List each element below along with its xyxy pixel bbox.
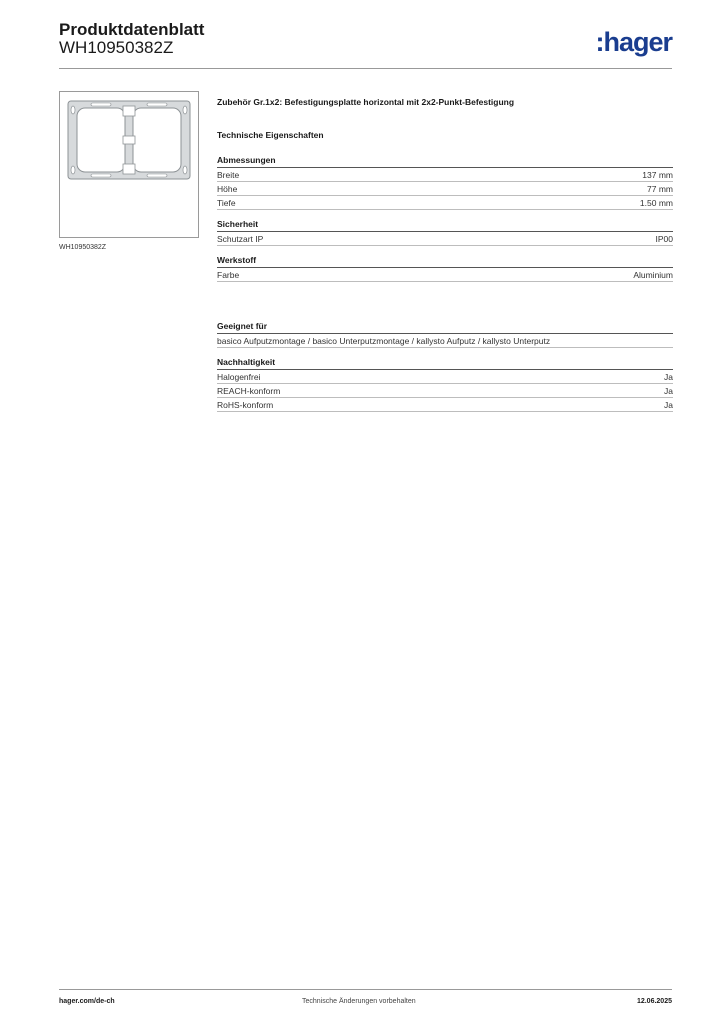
footer-divider	[59, 989, 672, 990]
mounting-plate-image	[65, 98, 193, 182]
section-title: Werkstoff	[217, 255, 673, 268]
section-werkstoff	[217, 255, 673, 282]
footer-website[interactable]: hager.com/de-ch	[59, 998, 115, 1005]
hager-logo	[595, 27, 672, 58]
header-divider	[59, 68, 672, 69]
table-row	[217, 370, 673, 384]
section-geeignet	[217, 321, 673, 348]
footer-notice: Technische Änderungen vorbehalten	[302, 998, 416, 1005]
row-label: RoHS-konform	[217, 400, 274, 410]
row-value: Ja	[664, 386, 673, 396]
row-value: 137 mm	[642, 170, 673, 180]
section-spacer	[217, 291, 673, 321]
table-row	[217, 196, 673, 210]
row-label: Höhe	[217, 184, 238, 194]
row-label: Schutzart IP	[217, 234, 264, 244]
section-title: Geeignet für	[217, 321, 673, 334]
table-row	[217, 268, 673, 282]
row-value: Ja	[664, 400, 673, 410]
table-row	[217, 232, 673, 246]
row-label: REACH-konform	[217, 386, 281, 396]
logo-prefix: :	[595, 27, 604, 57]
table-row	[217, 334, 673, 348]
row-value: Aluminium	[633, 270, 673, 280]
product-image-frame	[59, 91, 199, 238]
table-row	[217, 398, 673, 412]
section-sicherheit	[217, 219, 673, 246]
footer-date: 12.06.2025	[636, 998, 672, 1005]
row-value: 77 mm	[647, 184, 673, 194]
row-text: basico Aufputzmontage / basico Unterputzmontage / kallysto Aufputz / kallysto Unterputz	[217, 336, 551, 346]
row-value: IP00	[655, 234, 673, 244]
section-nachhaltigkeit	[217, 357, 673, 412]
page-title: Produktdatenblatt	[59, 20, 205, 39]
technical-properties-heading: Technische Eigenschaften	[217, 130, 324, 140]
article-number: WH10950382Z	[59, 38, 174, 57]
row-value: 1.50 mm	[639, 198, 673, 208]
row-label: Tiefe	[217, 198, 236, 208]
row-value: Ja	[664, 372, 673, 382]
section-title: Sicherheit	[217, 219, 673, 232]
section-title: Abmessungen	[217, 155, 673, 168]
product-details	[217, 97, 673, 421]
image-caption: WH10950382Z	[59, 244, 107, 251]
table-row	[217, 182, 673, 196]
table-row	[217, 384, 673, 398]
section-title: Nachhaltigkeit	[217, 357, 673, 370]
row-label: Breite	[217, 170, 240, 180]
row-label: Halogenfrei	[217, 372, 261, 382]
logo-text: hager	[603, 27, 672, 57]
product-description: Zubehör Gr.1x2: Befestigungsplatte horizontal mit 2x2-Punkt-Befestigung	[217, 97, 515, 107]
row-label: Farbe	[217, 270, 240, 280]
table-row	[217, 168, 673, 182]
section-abmessungen	[217, 155, 673, 210]
